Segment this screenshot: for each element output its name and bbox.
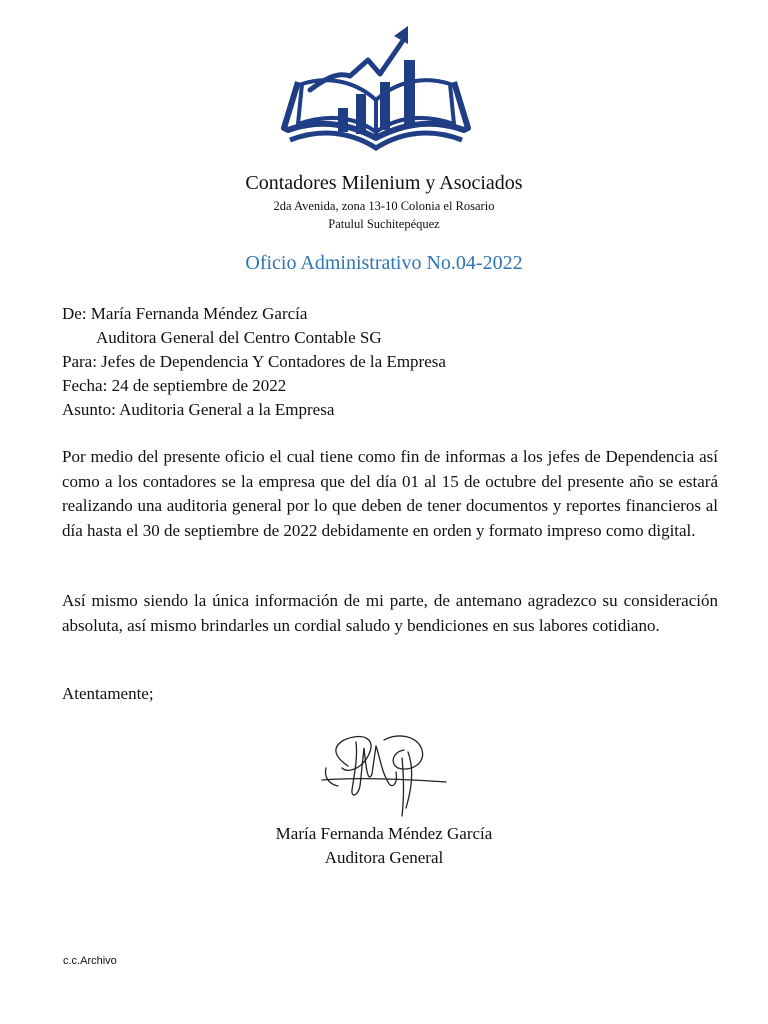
address-line-2: Patulul Suchitepéquez [328, 217, 440, 231]
document-title: Oficio Administrativo No.04-2022 [245, 252, 523, 274]
closing: Atentamente; [62, 684, 154, 703]
book-chart-logo-icon [276, 20, 476, 160]
subject-line: Asunto: Auditoria General a la Empresa [62, 400, 335, 419]
company-name: Contadores Milenium y Asociados [245, 172, 523, 194]
address-line-1: 2da Avenida, zona 13-10 Colonia el Rosario [273, 199, 495, 213]
from-line: De: María Fernanda Méndez García [62, 304, 308, 323]
from-role: Auditora General del Centro Contable SG [96, 328, 382, 347]
handwritten-signature-icon [318, 728, 450, 820]
date-line: Fecha: 24 de septiembre de 2022 [62, 376, 287, 395]
signatory-name: María Fernanda Méndez García [275, 824, 493, 843]
signatory-role: Auditora General [324, 848, 444, 867]
body-paragraph-1: Por medio del presente oficio el cual tiene como fin de informas a los jefes de Dependencia así como a los contadores se la empresa que del día 01 al 15 de octubre del presente año se estará realizando una auditoria general por lo que deben de tener documentos y reportes financieros al día hasta el 30 de septiembre de 2022 debidamente en orden y formato impreso como digital. [62, 447, 718, 540]
cc-archive: c.c.Archivo [63, 955, 117, 967]
to-line: Para: Jefes de Dependencia Y Contadores de la Empresa [62, 352, 446, 371]
body-paragraph-2: Así mismo siendo la única información de mi parte, de antemano agradezco su consideración absoluta, así mismo brindarles un cordial saludo y bendiciones en sus labores cotidiano. [62, 591, 718, 635]
